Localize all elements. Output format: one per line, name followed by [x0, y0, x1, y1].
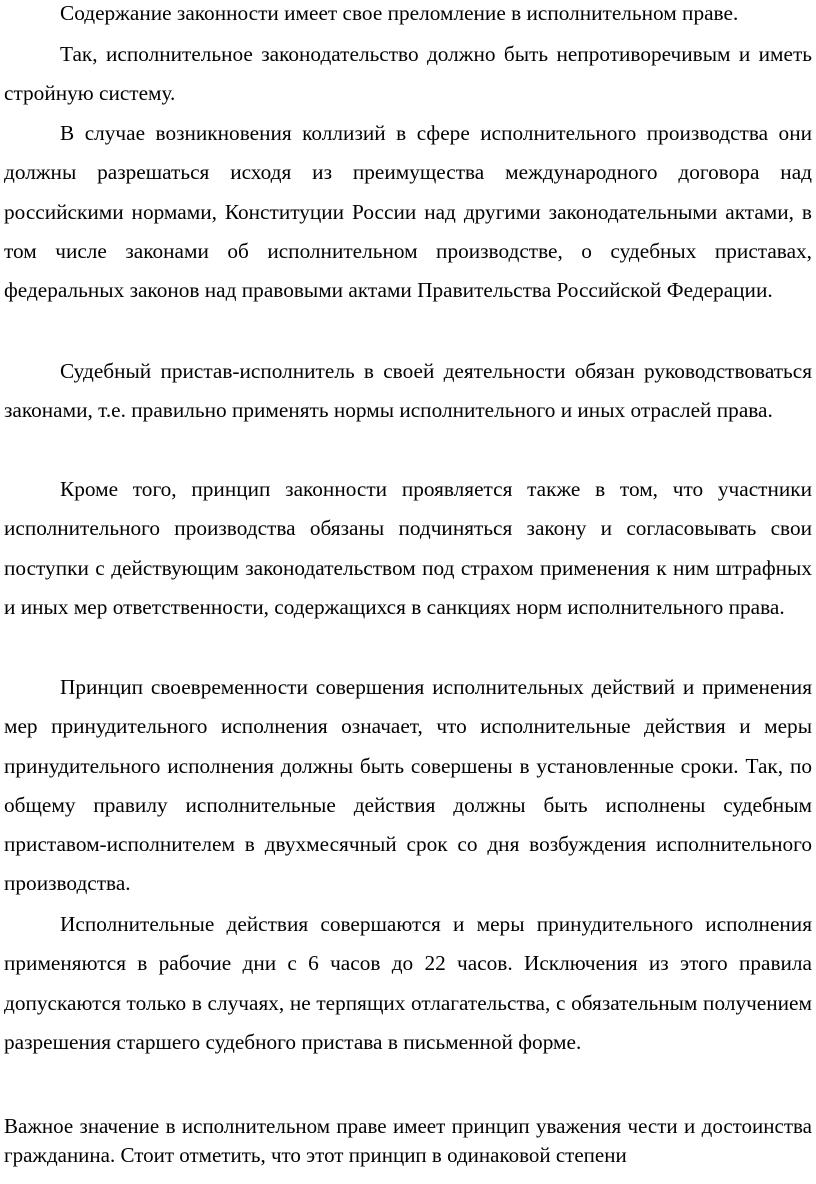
paragraph-1: Содержание законности имеет свое преломление в исполнительном праве.: [60, 1, 739, 25]
paragraph-8: Важное значение в исполнительном праве имеет принцип уважения чести и достоинства гражданина. Стоит отметить, что этот принцип в одинаковой степени: [4, 1114, 812, 1167]
paragraph-7: Исполнительные действия совершаются и меры принудительного исполнения применяются в рабочие дни с 6 часов до 22 часов. Исключения из этого правила допускаются только в случаях, не терпящих отлагательства, с обязательным получением разрешения старшего судебного пристава в письменной форме.: [4, 912, 812, 1054]
paragraph-5: Кроме того, принцип законности проявляется также в том, что участники исполнительного производства обязаны подчиняться закону и согласовывать свои поступки с действующим законодательством под страхом применения к ним штрафных и иных мер ответственности, содержащихся в санкциях норм исполнительного права.: [4, 477, 812, 619]
paragraph-3: В случае возникновения коллизий в сфере исполнительного производства они должны разрешаться исходя из преимущества международного договора над российскими нормами, Конституции России над другими законодательными актами, в том числе законами об исполнительном производстве, о судебных приставах, федеральных законов над правовыми актами Правительства Российской Федерации.: [4, 121, 812, 303]
paragraph-2: Так, исполнительное законодательство должно быть непротиворечивым и иметь стройную систему.: [4, 42, 812, 106]
paragraph-4: Судебный пристав-исполнитель в своей деятельности обязан руководствоваться законами, т.е. правильно применять нормы исполнительного и иных отраслей права.: [4, 359, 812, 423]
paragraph-6: Принцип своевременности совершения исполнительных действий и применения мер принудительного исполнения означает, что исполнительные действия и меры принудительного исполнения должны быть совершены в установленные сроки. Так, по общему правилу исполнительные действия должны быть исполнены судебным приставом-исполнителем в двухмесячный срок со дня возбуждения исполнительного производства.: [4, 675, 812, 896]
